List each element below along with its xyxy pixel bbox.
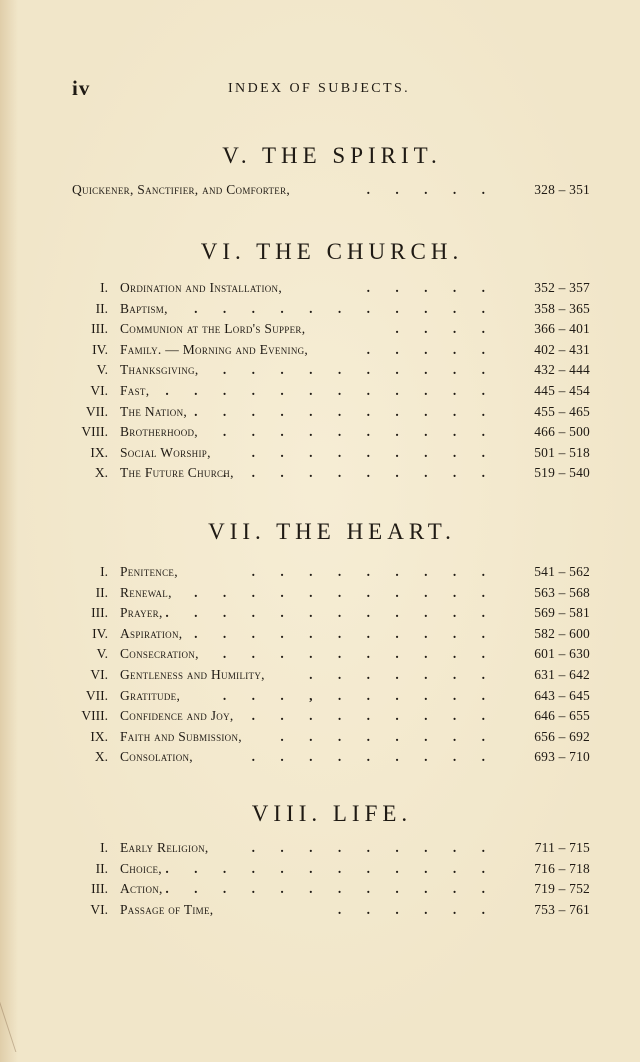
entry-pages: 716 – 718 [534,860,590,876]
entry-pages: 569 – 581 [534,605,590,621]
entry-number: V. [96,362,108,378]
entry-pages: 402 – 431 [534,341,590,357]
entry-subject: Ordination and Installation, [120,280,283,295]
entry-number: X. [94,465,108,481]
entry-pages: 753 – 761 [534,901,590,917]
index-entry [72,624,592,645]
index-entry [72,319,592,340]
index-entry [72,402,592,423]
entry-number: VI. [90,382,108,398]
dot-leader: . . . . . . . . . . [222,465,496,481]
entry-number: I. [100,564,108,579]
entry-subject: Aspiration, [120,625,183,641]
entry-subject: Consolation, [120,749,193,765]
section-title: VIII. LIFE. [251,801,413,826]
index-entry [72,665,592,686]
entry-subject: Action, [120,881,163,897]
dot-leader: . . . . . . . . . . . . [165,382,496,398]
entry-pages: 643 – 645 [534,687,590,703]
entry-subject: Gratitude, [120,687,181,703]
entry-pages: 646 – 655 [534,708,590,724]
entry-number: VI. [90,901,108,917]
entry-pages: 455 – 465 [534,403,590,419]
entry-subject: Passage of Time, [120,901,214,917]
entry-number: III. [91,881,108,897]
entry-pages: 445 – 454 [534,382,590,398]
entry-pages: 466 – 500 [534,424,590,440]
entry-number: X. [94,749,108,765]
index-entry [72,463,592,484]
dot-leader: . . . . . . . . . . . . [165,860,496,876]
index-entry [72,443,592,464]
entry-subject: Quickener, Sanctifier, and Comforter, [72,182,291,197]
index-entry [72,686,592,707]
section-the-heart [72,516,592,768]
dot-leader: . . . , . . . . . . [222,687,496,703]
entry-number: I. [100,840,108,855]
entry-subject: Prayer, [120,605,163,621]
index-entry [72,180,592,201]
index-entry [72,727,592,748]
page-edge-mark [0,982,46,1052]
entry-pages: 432 – 444 [534,362,590,378]
entry-subject: Confidence and Joy, [120,708,234,724]
dot-leader: . . . . . . . . . . [222,646,496,662]
entry-pages: 519 – 540 [534,465,590,481]
entry-pages: 563 – 568 [534,584,590,600]
running-head [72,76,432,100]
index-entry [72,859,592,880]
entry-subject: Fast, [120,382,150,398]
index-entry [72,381,592,402]
dot-leader: . . . . . . . . . [251,708,496,724]
entry-pages: 719 – 752 [534,881,590,897]
index-entry [72,299,592,320]
dot-leader: . . . . . . [337,901,496,917]
entry-subject: Brotherhood, [120,424,198,440]
entry-pages: 601 – 630 [534,646,590,662]
dot-leader: . . . . . [366,341,496,357]
index-entry [72,360,592,381]
entry-pages: 631 – 642 [534,666,590,682]
entry-subject: Baptism, [120,300,168,316]
index-entry [72,583,592,604]
entry-number: IV. [92,341,108,357]
dot-leader: . . . . . . . . . . [222,424,496,440]
entry-number: II. [95,860,108,876]
dot-leader: . . . . . . . . . [251,840,496,855]
section-title: VI. THE CHURCH. [200,239,464,264]
entry-subject: Thanksgiving, [120,362,199,378]
index-entry [72,340,592,361]
index-entry [72,562,592,583]
section-title: VII. THE HEART. [208,519,456,544]
dot-leader: . . . . . . . [309,666,496,682]
dot-leader: . . . . . . . . . [251,564,496,579]
entry-number: I. [100,280,108,295]
entry-subject: The Future Church, [120,465,234,481]
entry-subject: Renewal, [120,584,172,600]
entry-number: V. [96,646,108,662]
entry-number: VII. [85,403,108,419]
entry-subject: Social Worship, [120,444,211,460]
entry-number: IX. [90,444,108,460]
index-entry [72,879,592,900]
index-entry [72,422,592,443]
dot-leader: . . . . . [366,280,496,295]
entry-pages: 656 – 692 [534,728,590,744]
section-the-spirit [72,140,592,201]
entry-subject: Faith and Submission, [120,728,242,744]
entry-pages: 352 – 357 [534,280,590,295]
entry-pages: 582 – 600 [534,625,590,641]
dot-leader: . . . . . . . . . . . [194,584,496,600]
entry-number: IV. [92,625,108,641]
dot-leader: . . . . . . . . . . . [194,300,496,316]
entry-number: II. [95,300,108,316]
entry-pages: 366 – 401 [534,321,590,337]
section-life [72,798,592,920]
index-entry [72,278,592,299]
index-entry [72,747,592,768]
index-entry [72,706,592,727]
section-the-church [72,236,592,484]
dot-leader: . . . . . . . . [280,728,496,744]
page-number: iv [72,76,91,100]
entry-pages: 501 – 518 [534,444,590,460]
entry-pages: 711 – 715 [534,840,590,855]
entry-number: VI. [90,666,108,682]
dot-leader: . . . . . . . . . . . . [165,881,496,897]
dot-leader: . . . . [395,321,496,337]
entry-pages: 541 – 562 [534,564,590,579]
entry-number: IX. [90,728,108,744]
dot-leader: . . . . . . . . . [251,444,496,460]
dot-leader: . . . . . . . . . . [222,362,496,378]
entry-pages: 328 – 351 [534,182,590,197]
entry-number: VIII. [81,708,108,724]
index-entry [72,644,592,665]
index-entry [72,900,592,921]
dot-leader: . . . . . . . . . [251,749,496,765]
entry-subject: Communion at the Lord's Supper, [120,321,306,337]
entry-pages: 358 – 365 [534,300,590,316]
entry-subject: Penitence, [120,564,178,579]
dot-leader: . . . . . . . . . . . [194,403,496,419]
entry-subject: Early Religion, [120,840,209,855]
entry-number: III. [91,605,108,621]
entry-pages: 693 – 710 [534,749,590,765]
index-entry [72,838,592,859]
entry-number: III. [91,321,108,337]
dot-leader: . . . . . [366,182,496,197]
index-entry [72,603,592,624]
entry-number: II. [95,584,108,600]
entry-subject: Consecration, [120,646,199,662]
running-head-title: INDEX OF SUBJECTS. [228,81,411,96]
dot-leader: . . . . . . . . . . . . [165,605,496,621]
section-title: V. THE SPIRIT. [222,143,442,168]
entry-subject: The Nation, [120,403,188,419]
dot-leader: . . . . . . . . . . . [194,625,496,641]
entry-number: VIII. [81,424,108,440]
entry-subject: Family. — Morning and Evening, [120,341,309,357]
entry-subject: Choice, [120,860,162,876]
entry-subject: Gentleness and Humility, [120,666,265,682]
entry-number: VII. [85,687,108,703]
